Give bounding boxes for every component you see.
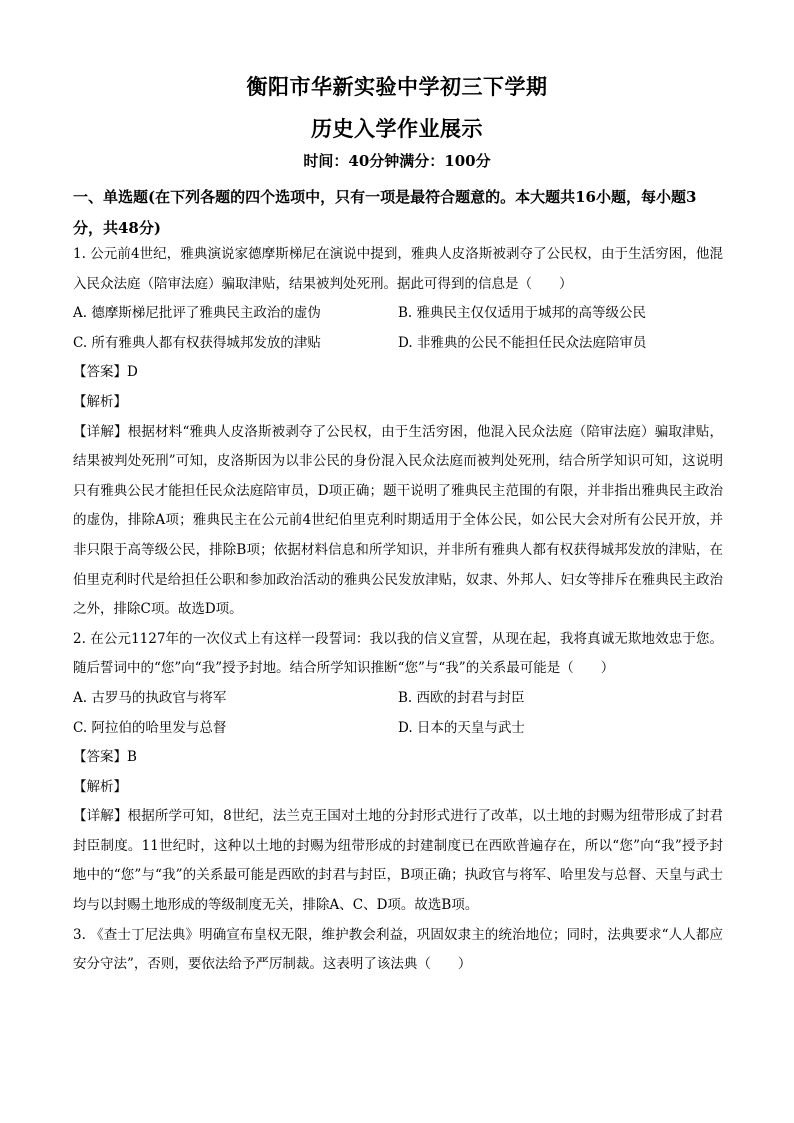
answer: 【答案】D — [73, 364, 138, 381]
option: C. 阿拉伯的哈里发与总督 — [73, 719, 227, 736]
option: B. 雅典民主仅仅适用于城邦的高等级公民 — [398, 305, 647, 322]
question-stem: 1. 公元前4世纪，雅典演说家德摩斯梯尼在演说中提到，雅典人皮洛斯被剥夺了公民权，由于生活穷困，他混入民众法庭（陪审法庭）骗取津贴，结果被判处死刑。据此可得到的信息是（ ） — [73, 246, 723, 292]
page-title: 衡阳市华新实验中学初三下学期 — [246, 74, 548, 99]
analysis-label: 【解析】 — [73, 778, 127, 795]
questions-content — [73, 240, 723, 980]
options-list — [73, 299, 723, 358]
option: A. 德摩斯梯尼批评了雅典民主政治的虚伪 — [73, 305, 321, 322]
option: C. 所有雅典人都有权获得城邦发放的津贴 — [73, 334, 321, 351]
option: D. 非雅典的公民不能担任民众法庭陪审员 — [398, 334, 647, 351]
detail-explanation: 【详解】根据所学可知，8世纪，法兰克王国对土地的分封形式进行了改革，以土地的封赐为纽带形成了封君封臣制度。11世纪时，这种以土地的封赐为纽带形成的封建制度已在西欧普遍存在，所以“您”向“我”授予封地中的“您”与“我”的关系最可能是西欧的封君与封臣，B项正确；执政官与将军、哈里发与总督、天皇与武士均与以封赐土地形成的等级制度无关，排除A、C、D项。故选B项。 — [73, 808, 723, 914]
page-subtitle: 历史入学作业展示 — [311, 116, 483, 141]
exam-meta: 时间：40分钟满分：100分 — [303, 152, 491, 170]
option: D. 日本的天皇与武士 — [398, 719, 525, 736]
option: A. 古罗马的执政官与将军 — [73, 689, 227, 706]
section-heading: 一、单选题(在下列各题的四个选项中，只有一项是最符合题意的。本大题共16小题，每小题3分，共48分) — [73, 188, 697, 237]
option: B. 西欧的封君与封臣 — [398, 689, 525, 706]
detail-explanation: 【详解】根据材料“雅典人皮洛斯被剥夺了公民权，由于生活穷困，他混入民众法庭（陪审法庭）骗取津贴，结果被判处死刑”可知，皮洛斯因为以非公民的身份混入民众法庭而被判处死刑，结合所学知识可知，这说明只有雅典公民才能担任民众法庭陪审员，D项正确；题干说明了雅典民主范围的有限，并非指出雅典民主政治的虚伪，排除A项；雅典民主在公元前4世纪伯里克利时期适用于全体公民，如公民大会对所有公民开放，并非只限于高等级公民，排除B项；依据材料信息和所学知识，并非所有雅典人都有权获得城邦发放的津贴，在伯里克利时代是给担任公职和参加政治活动的雅典公民发放津贴，奴隶、外邦人、妇女等排斥在雅典民主政治之外，排除C项。故选D项。 — [73, 423, 723, 618]
options-list — [73, 684, 723, 743]
question-stem: 2. 在公元1127年的一次仪式上有这样一段誓词：我以我的信义宣誓，从现在起，我将真诚无欺地效忠于您。随后誓词中的“您”向“我”授予封地。结合所学知识推断“您”与“我”的关系最可能是（ ） — [73, 630, 723, 677]
question-stem: 3. 《查士丁尼法典》明确宣布皇权无限，维护教会利益，巩固奴隶主的统治地位；同时，法典要求“人人都应安分守法”，否则，要依法给予严厉制裁。这表明了该法典（ ） — [73, 926, 723, 973]
answer: 【答案】B — [73, 749, 137, 766]
analysis-label: 【解析】 — [73, 393, 127, 410]
